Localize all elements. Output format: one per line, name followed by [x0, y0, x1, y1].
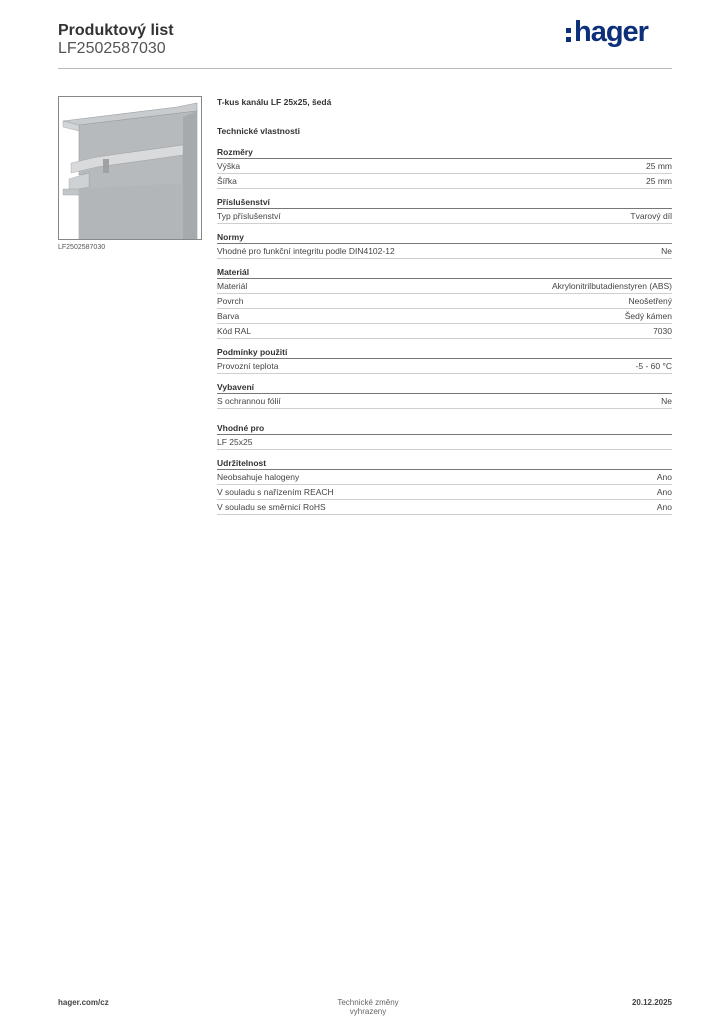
spec-value: Akrylonitrilbutadienstyren (ABS)	[552, 281, 672, 291]
logo-dots-icon	[566, 28, 571, 42]
hager-logo	[566, 14, 648, 50]
logo-wordmark: hager	[574, 16, 648, 48]
spec-row	[217, 500, 672, 515]
spec-value: Ne	[661, 396, 672, 406]
spec-value: -5 - 60 °C	[635, 361, 672, 371]
document-title: Produktový list	[58, 22, 174, 39]
spec-row	[217, 394, 672, 409]
section-material	[217, 266, 672, 339]
section-suitable-for	[217, 422, 672, 450]
spec-label: Materiál	[217, 281, 248, 291]
spec-label: Kód RAL	[217, 326, 252, 336]
spec-row	[217, 470, 672, 485]
section-title: Vhodné pro	[217, 422, 672, 435]
section-title: Materiál	[217, 266, 672, 279]
section-equipment	[217, 381, 672, 409]
footer-date: 20.12.2025	[631, 998, 672, 1007]
spec-value: 7030	[653, 326, 672, 336]
spec-row	[217, 209, 672, 224]
product-name: T-kus kanálu LF 25x25, šedá	[217, 97, 332, 107]
spec-value: Ne	[661, 246, 672, 256]
spec-label: Povrch	[217, 296, 244, 306]
spec-row	[217, 159, 672, 174]
spec-value: Ano	[656, 502, 672, 512]
header-divider	[58, 68, 672, 69]
spec-row	[217, 435, 672, 450]
technical-properties-title: Technické vlastnosti	[217, 126, 300, 136]
spec-row	[217, 359, 672, 374]
section-title: Rozměry	[217, 146, 672, 159]
spec-value: 25 mm	[646, 161, 672, 171]
spec-row	[217, 294, 672, 309]
spec-label: S ochrannou fólií	[217, 396, 281, 406]
product-image	[58, 96, 202, 240]
section-accessories	[217, 196, 672, 224]
spec-label: Výška	[217, 161, 241, 171]
spec-content	[217, 96, 672, 522]
section-title: Udržitelnost	[217, 457, 672, 470]
section-dimensions	[217, 146, 672, 189]
spec-label: V souladu s nařízením REACH	[217, 487, 334, 497]
spec-value: Ano	[656, 487, 672, 497]
spec-label: Vhodné pro funkční integritu podle DIN4102-12	[217, 246, 395, 256]
section-title: Normy	[217, 231, 672, 244]
product-image-drawing	[59, 97, 201, 239]
spec-value: Tvarový díl	[630, 211, 672, 221]
spec-label: LF 25x25	[217, 437, 253, 447]
spec-label: Neobsahuje halogeny	[217, 472, 300, 482]
spec-row	[217, 324, 672, 339]
section-standards	[217, 231, 672, 259]
spec-label: Typ příslušenství	[217, 211, 281, 221]
spec-label: Šířka	[217, 176, 237, 186]
spec-label: Barva	[217, 311, 240, 321]
spec-label: Provozní teplota	[217, 361, 279, 371]
spec-row	[217, 309, 672, 324]
spec-value: Neošetřený	[628, 296, 672, 306]
section-title: Příslušenství	[217, 196, 672, 209]
spec-row	[217, 279, 672, 294]
section-title: Podmínky použití	[217, 346, 672, 359]
spec-value: 25 mm	[646, 176, 672, 186]
spec-row	[217, 174, 672, 189]
spec-row	[217, 244, 672, 259]
product-code: LF2502587030	[58, 40, 166, 57]
spec-value: Ano	[656, 472, 672, 482]
section-title: Vybavení	[217, 381, 672, 394]
spec-value: Šedý kámen	[624, 311, 672, 321]
spec-label: V souladu se směrnicí RoHS	[217, 502, 326, 512]
section-sustainability	[217, 457, 672, 515]
footer-website: hager.com/cz	[58, 998, 109, 1007]
document-header	[58, 22, 174, 58]
spec-row	[217, 485, 672, 500]
footer-disclaimer: Technické změny vyhrazeny	[337, 998, 399, 1016]
image-caption: LF2502587030	[58, 244, 106, 251]
section-operating-conditions	[217, 346, 672, 374]
